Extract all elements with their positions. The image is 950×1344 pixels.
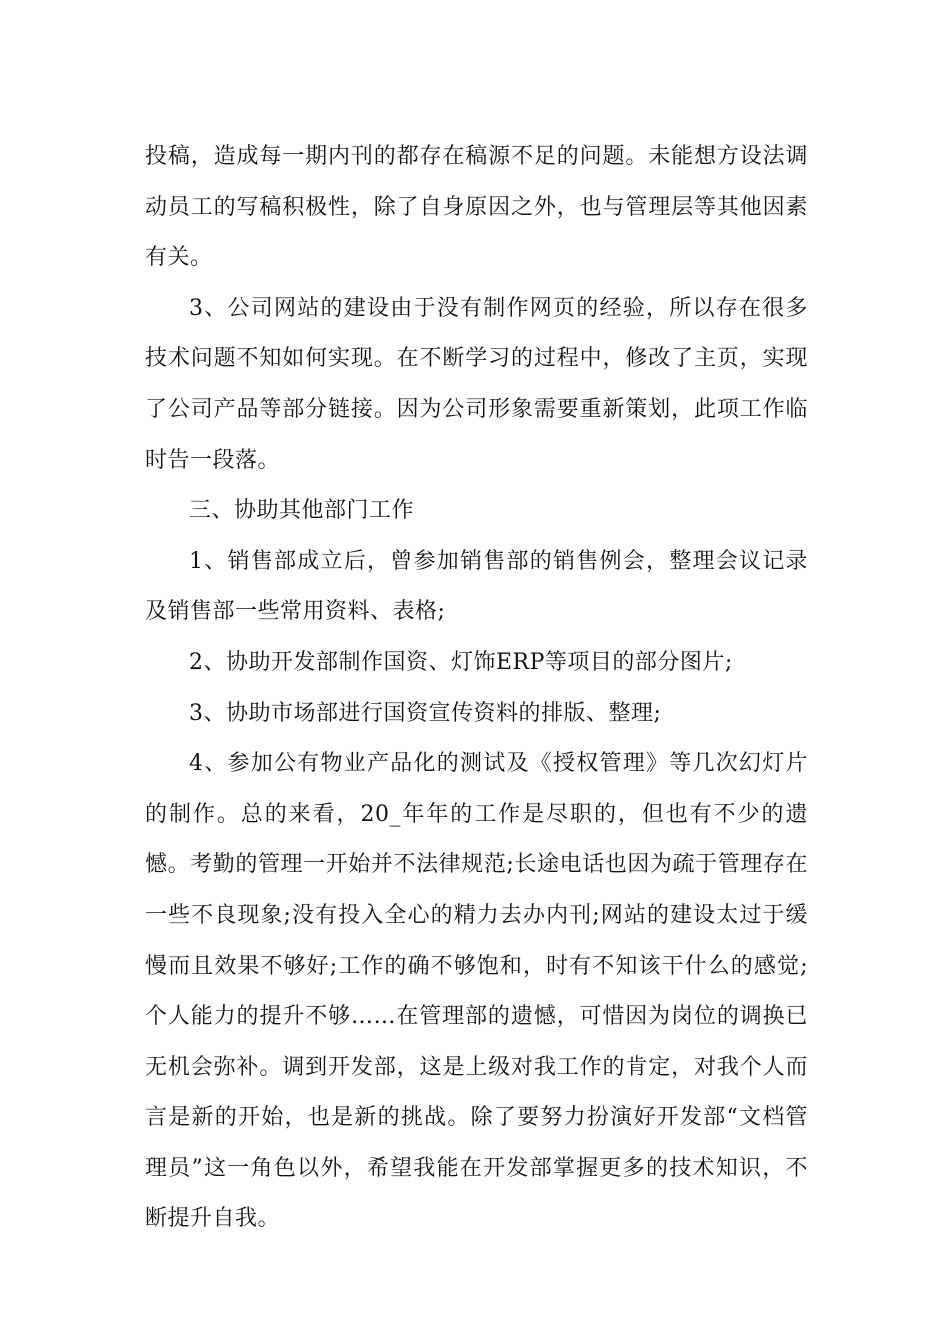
section-heading: 三、协助其他部门工作 [189,498,415,524]
paragraph-7: 4、参加公有物业产品化的测试及《授权管理》等几次幻灯片的制作。总的来看，20_年年的工作是尽职的，但也有不少的遗憾。考勤的管理一开始并不法律规范;长途电话也因为疏于管理存在一些不良现象;没有投入全心的精力去办内刊;网站的建设太过于缓慢而且效果不够好;工作的确不够饱和，时有不知该干什么的感觉;个人能力的提升不够……在管理部的遗憾，可惜因为岗位的调换已无机会弥补。调到开发部，这是上级对我工作的肯定，对我个人而言是新的开始，也是新的挑战。除了要努力扮演好开发部“文档管理员”这一角色以外，希望我能在开发部掌握更多的技术知识，不断提升自我。 [145,751,808,1232]
paragraph-1: 投稿，造成每一期内刊的都存在稿源不足的问题。未能想方设法调动员工的写稿积极性，除了自身原因之外，也与管理层等其他因素有关。 [145,144,808,271]
paragraph-5: 2、协助开发部制作国资、灯饰ERP等项目的部分图片; [189,649,733,675]
paragraph-2: 3、公司网站的建设由于没有制作网页的经验，所以存在很多技术问题不知如何实现。在不断学习的过程中，修改了主页，实现了公司产品等部分链接。因为公司形象需要重新策划，此项工作临时告一段落。 [145,295,808,473]
paragraph-6: 3、协助市场部进行国资宣传资料的排版、整理; [189,700,662,726]
paragraph-4: 1、销售部成立后，曾参加销售部的销售例会，整理会议记录及销售部一些常用资料、表格; [145,548,808,625]
document-body [145,132,808,1245]
